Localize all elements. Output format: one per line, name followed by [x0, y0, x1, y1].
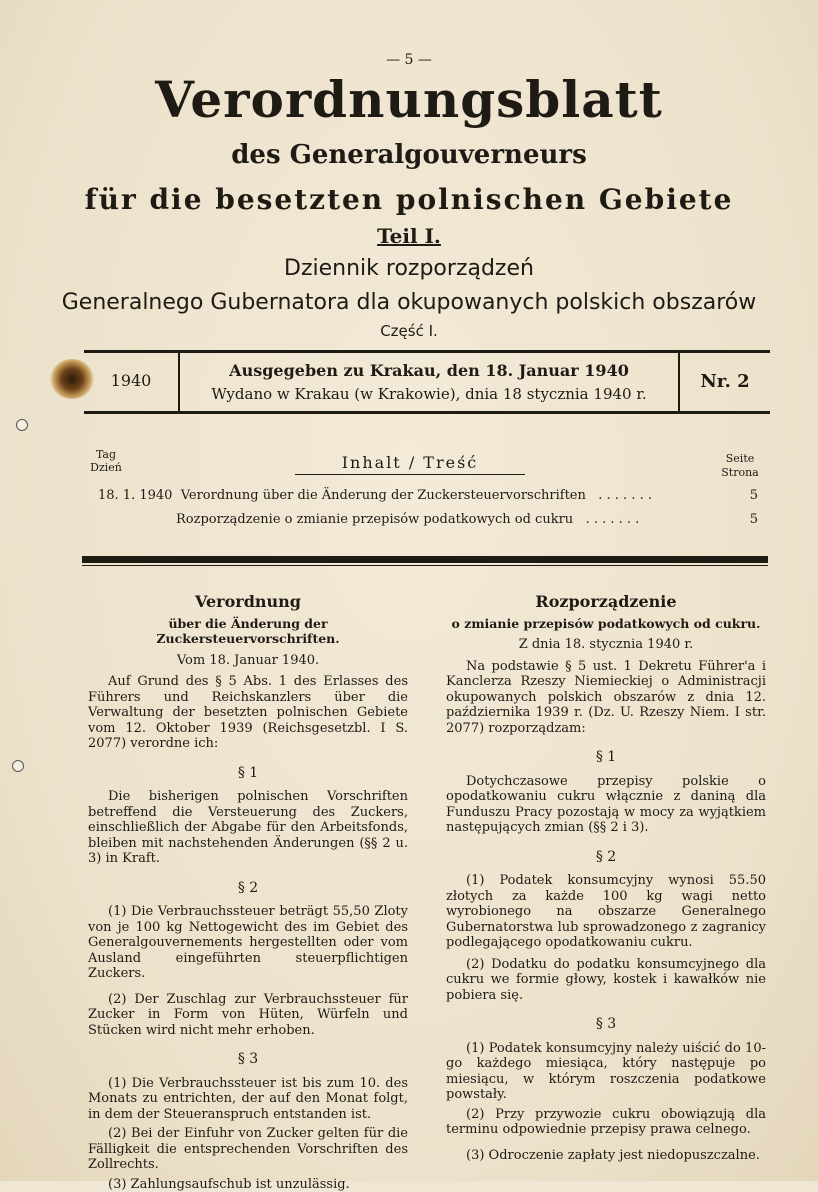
- toc-entry-date: 18. 1. 1940: [98, 488, 172, 503]
- section-3-pl: § 3: [446, 1017, 766, 1033]
- issue-header: [84, 350, 770, 414]
- masthead-title-pl: Dziennik rozporządzeń: [0, 256, 818, 281]
- intro-pl: Na podstawie § 5 ust. 1 Dekretu Führer'a i Kanclerza Rzeszy Niemieckiej o Administracji okupowanych polskich obszarów z dnia 12. października 1939 r. (Dz. U. Rzeszy Niem. I str. 2077) rozporządzam:: [446, 659, 766, 737]
- section-2-para-2-de: (2) Der Zuschlag zur Verbrauchssteuer für Zucker in Form von Hüten, Würfeln und Stücken wird nicht mehr erhoben.: [88, 992, 408, 1039]
- section-divider-thick: [82, 556, 768, 563]
- section-2-para-1-pl: (1) Podatek konsumcyjny wynosi 55.50 złotych za każde 100 kg wagi netto wyrobionego na obszarze Generalnego Gubernatorstwa lub sprowadzonego z zagranicy podlegającego opodatkowaniu cukru.: [446, 873, 766, 951]
- toc-entry-dots: . . . . . . .: [598, 488, 652, 503]
- section-2-pl: § 2: [446, 850, 766, 866]
- section-3-para-1-de: (1) Die Verbrauchssteuer ist bis zum 10. des Monats zu entrichten, der auf den Monat folgt, in dem der Steueranspruch entstanden ist.: [88, 1076, 408, 1123]
- issued-de: Ausgegeben zu Krakau, den 18. Januar 1940: [180, 361, 678, 380]
- masthead-title-de: Verordnungsblatt: [0, 70, 818, 129]
- toc-entry-text: Verordnung über die Änderung der Zuckersteuervorschriften: [181, 488, 586, 503]
- section-3-para-2-pl: (2) Przy przywozie cukru obowiązują dla terminu odpowiednie przepisy prawa celnego.: [446, 1107, 766, 1138]
- section-1-text-pl: Dotychczasowe przepisy polskie o opodatkowaniu cukru włącznie z daniną dla Funduszu Pracy pozostają w mocy za wyjątkiem następujących zmian (§§ 2 i 3).: [446, 774, 766, 836]
- section-3-para-3-de: (3) Zahlungsaufschub ist unzulässig.: [88, 1177, 408, 1192]
- heading-de: Verordnung: [88, 594, 408, 610]
- toc-title-rule: [295, 474, 525, 475]
- section-3-para-2-de: (2) Bei der Einfuhr von Zucker gelten für die Fälligkeit die entsprechenden Vorschriften des Zollrechts.: [88, 1126, 408, 1173]
- toc-day-pl: Dzień: [86, 461, 126, 474]
- part-label-pl: Część I.: [0, 322, 818, 340]
- intro-de: Auf Grund des § 5 Abs. 1 des Erlasses des Führers und Reichskanzlers über die Verwaltung der besetzten polnischen Gebiete vom 12. Oktober 1939 (Reichsgesetzbl. I S. 2077) verordne ich:: [88, 674, 408, 752]
- german-column: [88, 594, 408, 1192]
- section-3-para-1-pl: (1) Podatek konsumcyjny należy uiścić do 10-go każdego miesiąca, który następuje po miesiącu, w którym roszczenia podatkowe powstały.: [446, 1041, 766, 1103]
- toc-entry-page: 5: [750, 512, 758, 527]
- date-de: Vom 18. Januar 1940.: [88, 653, 408, 669]
- masthead-subtitle-de-1: des Generalgouverneurs: [0, 140, 818, 170]
- masthead-subtitle-de-2: für die besetzten polnischen Gebiete: [0, 183, 818, 216]
- subheading-de: über die Änderung der Zuckersteuervorschriften.: [88, 616, 408, 647]
- polish-column: [446, 594, 766, 1163]
- part-label-de: Teil I.: [0, 224, 818, 248]
- section-1-de: § 1: [88, 766, 408, 782]
- toc-entry-text: Rozporządzenie o zmianie przepisów podatkowych od cukru: [176, 512, 573, 527]
- toc-entry-page: 5: [750, 488, 758, 503]
- issued-pl: Wydano w Krakau (w Krakowie), dnia 18 stycznia 1940 r.: [180, 385, 678, 403]
- section-1-pl: § 1: [446, 750, 766, 766]
- section-divider-thin: [82, 565, 768, 566]
- issue-number: Nr. 2: [680, 371, 770, 392]
- toc-entry[interactable]: [176, 512, 758, 527]
- section-3-para-3-pl: (3) Odroczenie zapłaty jest niedopuszczalne.: [446, 1148, 766, 1164]
- section-2-para-1-de: (1) Die Verbrauchssteuer beträgt 55,50 Zloty von je 100 kg Nettogewicht des im Gebiet des Generalgouvernements hergestellten oder vom Ausland eingeführten steuerpflichtigen Zuckers.: [88, 904, 408, 982]
- page-number: — 5 —: [0, 52, 818, 68]
- toc-day-header: [86, 448, 126, 474]
- toc-entry[interactable]: [98, 488, 758, 503]
- toc-title: Inhalt / Treść: [300, 453, 520, 472]
- toc-page-pl: Strona: [710, 466, 770, 480]
- toc-entry-dots: . . . . . . .: [586, 512, 640, 527]
- masthead-subtitle-pl: Generalnego Gubernatora dla okupowanych polskich obszarów: [0, 290, 818, 315]
- toc-day-de: Tag: [86, 448, 126, 461]
- section-1-text-de: Die bisherigen polnischen Vorschriften betreffend die Versteuerung des Zuckers, einschließlich der Abgabe für den Arbeitsfonds, bleiben mit nachstehenden Änderungen (§§ 2 u. 3) in Kraft.: [88, 789, 408, 867]
- punch-hole: [16, 419, 28, 431]
- section-2-de: § 2: [88, 881, 408, 897]
- toc-page-de: Seite: [710, 452, 770, 466]
- subheading-pl: o zmianie przepisów podatkowych od cukru.: [446, 616, 766, 632]
- heading-pl: Rozporządzenie: [446, 594, 766, 610]
- section-3-de: § 3: [88, 1052, 408, 1068]
- punch-hole: [12, 760, 24, 772]
- toc-page-header: [710, 452, 770, 480]
- date-pl: Z dnia 18. stycznia 1940 r.: [446, 637, 766, 653]
- section-2-para-2-pl: (2) Dodatku do podatku konsumcyjnego dla cukru we formie głowy, kostek i kawałków nie pobiera się.: [446, 957, 766, 1004]
- issue-year: 1940: [84, 371, 178, 390]
